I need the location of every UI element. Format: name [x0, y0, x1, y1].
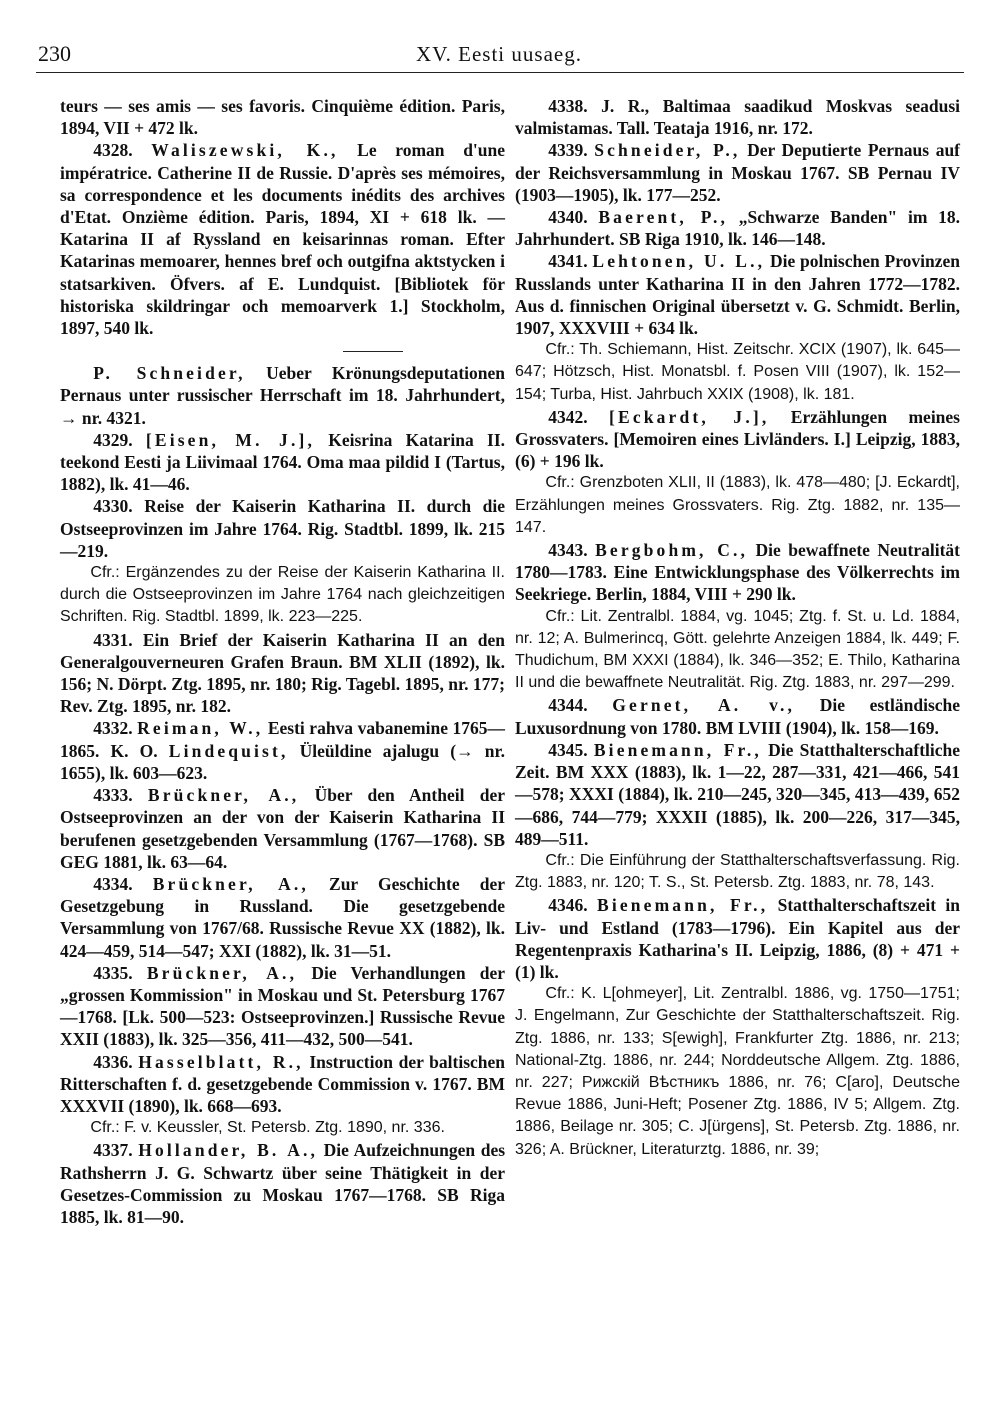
entry-4332 [60, 717, 505, 784]
entry-number: 4342. [548, 406, 588, 427]
entry-4343-cfr: Cfr.: Lit. Zentralbl. 1884, vg. 1045; Ztg. f. St. u. Ld. 1884, nr. 12; A. Bulmerincq, Gött. gelehrte Anzeigen 1884, lk. 449; F. Thudichum, BM XXXI (1884), lk. 346—352; E. Thilo, Katharina II und die bewaffnete Neutralität. Rig. Ztg. 1883, nr. 297—299. [515, 607, 960, 692]
entry-author: [Eisen, M. J.], [145, 429, 315, 450]
running-title: XV. Eesti uusaeg. [416, 42, 582, 66]
entry-text: Reise der Kaiserin Katharina II. durch die Ostseeprovinzen im Jahre 1764. Rig. Stadtbl. 1899, lk. 215—219. [60, 496, 506, 561]
entry-author: Baerent, P., [598, 207, 729, 228]
entry-number: 4343. [548, 540, 588, 561]
entry-text: Le roman d'une impératrice. Catherine II de Russie. D'après ses mémoires, sa correspondence et les documents inédits des archives d'Etat. Onzième édition. Paris, 1894, XI + 618 lk. — Katarina II af Ryssland en keisarinnas roman. Efter Katarinas memoarer, hennes bref och outgifna aktstycken i statsarkiven. Öfvers. af E. Lundquist. [Bibliotek för historiska skildringar och memoarverk 1.] Stockholm, 1897, 540 lk. [60, 140, 506, 339]
header-rule [36, 72, 964, 73]
entry-4338 [515, 95, 960, 139]
entry-4336-cfr: Cfr.: F. v. Keussler, St. Petersb. Ztg. 1890, nr. 336. [90, 1119, 445, 1137]
entry-author: Schneider, P., [594, 140, 741, 161]
entry-4345-cfr: Cfr.: Die Einführung der Statthalterschaftsverfassung. Rig. Ztg. 1883, nr. 120; T. S., St. Petersb. Ztg. 1883, nr. 78, 143. [515, 851, 960, 892]
entry-4342-cfr: Cfr.: Grenzboten XLII, II (1883), lk. 478—480; [J. Eckardt], Erzählungen meines Grossvaters. Rig. Ztg. 1882, nr. 135—147. [515, 474, 960, 536]
entry-4329 [60, 429, 505, 496]
entry-author: Gernet, A. v., [612, 695, 796, 716]
entry-4330 [60, 495, 505, 562]
entry-text: Die polnischen Provinzen Russlands unter Katharina II in den Jahren 1772—1782. Aus d. finnischen Original übersetzt v. G. Schmidt. Berlin, 1907, XXXVIII + 634 lk. [515, 251, 961, 339]
entry-number: 4340. [548, 207, 588, 228]
entry-text: „Schwarze Banden" im 18. Jahrhundert. SB Riga 1910, lk. 146—148. [515, 207, 961, 250]
entry-4328 [60, 139, 505, 339]
entry-4341-cfr: Cfr.: Th. Schiemann, Hist. Zeitschr. XCIX (1907), lk. 645—647; Hötzsch, Hist. Monatsbl. f. Posen VIII (1907), lk. 152—154; Turba, Hist. Jahrbuch XXIX (1908), lk. 181. [515, 341, 960, 403]
entry-text: Die estländische Luxusordnung von 1780. BM LVIII (1904), lk. 158—169. [515, 695, 961, 738]
right-column [515, 95, 960, 1161]
page-header [38, 40, 960, 72]
entry-number: 4335. [93, 962, 133, 983]
entry-text: Zur Geschichte der Gesetzgebung in Russland. Die gesetzgebende Versammlung von 1767/68. Russische Revue XX (1882), lk. 424—459, 514—547; XXI (1882), lk. 31—51. [60, 873, 506, 961]
entry-4339 [515, 139, 960, 206]
entry-text: Die Aufzeichnungen des Rathsherrn J. G. Schwartz über seine Thätigkeit in der Gesetzes-Commission zu Moskau 1767—1768. SB Riga 1885, lk. 81—90. [60, 1140, 506, 1227]
entry-4342 [515, 406, 960, 473]
entry-number: 4337. [93, 1140, 133, 1161]
entry-author: Bienemann, Fr., [593, 739, 762, 760]
entry-text: J. R., Baltimaa saadikud Moskvas seadusi valmistamas. Tall. Teataja 1916, nr. 172. [515, 96, 961, 139]
entry-author: Lehtonen, U. L., [592, 251, 766, 272]
entry-number: 4346. [548, 895, 588, 916]
entry-author: Brückner, A., [146, 962, 298, 983]
entry-cross-reference [60, 362, 505, 429]
entry-author: Waliszewski, K., [151, 140, 339, 161]
entry-4335 [60, 962, 505, 1051]
entry-4344 [515, 694, 960, 738]
entry-text: Eesti rahva vabanemine 1765—1865. K. O. [60, 718, 506, 761]
entry-text: Die Verhandlungen der „grossen Kommission" in Moskau und St. Petersburg 1767—1768. [Lk. 500—523: Ostseeprovinzen.] Russische Revue XXII (1883), lk. 325—356, 411—432, 500—541. [60, 962, 506, 1050]
section-separator [343, 351, 403, 352]
entry-4331 [60, 629, 505, 718]
entry-text: Erzählungen meines Grossvaters. [Memoiren eines Livländers. I.] Leipzig, 1883, (6) + 196 lk. [515, 406, 960, 472]
entry-author: Hollander, B. A., [138, 1140, 319, 1161]
entry-text: Ueber Krönungsdeputationen Pernaus unter russischer Herrschaft im 18. Jahrhundert, → nr. 4321. [60, 363, 505, 428]
entry-number: 4331. [93, 629, 133, 650]
entry-4340 [515, 206, 960, 250]
entry-4343 [515, 539, 960, 606]
entry-text: Instruction der baltischen Ritterschaften f. d. gesetzgebende Commission v. 1767. BM XXXVII (1890), lk. 668—693. [60, 1051, 506, 1116]
entry-author: Lindequist, [168, 740, 289, 761]
entry-4345 [515, 739, 960, 850]
entry-text: Die bewaffnete Neutralität 1780—1783. Eine Entwicklungsphase des Völkerrechts im Seekriege. Berlin, 1884, VIII + 290 lk. [515, 540, 961, 605]
entry-text: Üleüldine ajalugu (→ nr. 1655), lk. 603—623. [60, 740, 506, 783]
entry-author: P. Schneider, [93, 363, 246, 384]
entry-text: Keisrina Katarina II. teekond Eesti ja Liivimaal 1764. Oma maa pildid I (Tartus, 1882), lk. 41—46. [60, 429, 506, 495]
entry-number: 4329. [93, 429, 133, 450]
entry-number: 4332. [93, 718, 133, 739]
entry-4330-cfr: Cfr.: Ergänzendes zu der Reise der Kaiserin Katharina II. durch die Ostseeprovinzen im Jahre 1764 nach gleichzeitigen Schriften. Rig. Stadtbl. 1899, lk. 223—225. [60, 564, 505, 626]
left-column [60, 95, 505, 1228]
entry-number: 4344. [548, 695, 588, 716]
entry-author: Hasselblatt, R., [138, 1051, 304, 1072]
entry-4333 [60, 784, 505, 873]
entry-4346 [515, 894, 960, 983]
entry-text: Statthalterschaftszeit in Liv- und Estland (1783—1796). Ein Kapitel aus der Regentenpraxis Katharina's II. Leipzig, 1886, (8) + 471 + (1) lk. [515, 895, 961, 982]
entry-text: Ein Brief der Kaiserin Katharina II an den Generalgouverneuren Grafen Braun. BM XLII (1892), lk. 156; N. Dörpt. Ztg. 1895, nr. 180; Rig. Tagebl. 1895, nr. 177; Rev. Ztg. 1895, nr. 182. [60, 629, 505, 717]
entry-author: Brückner, A., [152, 873, 309, 894]
entry-4346-cfr: Cfr.: K. L[ohmeyer], Lit. Zentralbl. 1886, vg. 1750—1751; J. Engelmann, Zur Geschichte der Statthalterschaftszeit. Rig. Ztg. 1886, nr. 133; S[ewigh], Frankfurter Ztg. 1886, nr. 213; National-Ztg. 1886, nr. 244; Norddeutsche Allgem. Ztg. 1886, nr. 227; Рижскій Вѣстникъ 1886, nr. 76; C[aro], Deutsche Revue 1886, Juni-Heft; Posener Ztg. 1886, IV 5; Allgem. Ztg. 1886, Beilage nr. 305; C. J[ürgens], St. Petersb. Ztg. 1886, nr. 326; A. Brückner, Literaturztg. 1886, nr. 39; [515, 985, 960, 1158]
entry-number: 4336. [93, 1051, 133, 1072]
entry-number: 4333. [93, 785, 133, 806]
entry-text: Der Deputierte Pernaus auf der Reichsversammlung in Moskau 1767. SB Pernau IV (1903—1905), lk. 177—252. [515, 140, 961, 205]
entry-4334 [60, 873, 505, 962]
page-number: 230 [38, 41, 71, 66]
entry-number: 4338. [548, 96, 588, 116]
entry-text: Über den Antheil der Ostseeprovinzen an der von der Kaiserin Katharina II berufenen gesetzgebenden Versammlung (1767—1768). SB GEG 1881, lk. 63—64. [60, 785, 506, 872]
entry-author: [Eckardt, J.], [609, 406, 770, 427]
entry-text: Die Statthalterschaftliche Zeit. BM XXX (1883), lk. 1—22, 287—331, 421—466, 541—578; XXXI (1884), lk. 210—245, 320—345, 413—439, 652—686, 744—779; XXXII (1885), lk. 200—226, 317—345, 489—511. [515, 739, 961, 849]
entry-author: Bienemann, Fr., [597, 895, 769, 916]
entry-author: Brückner, A., [147, 785, 300, 806]
entry-number: 4339. [548, 140, 588, 161]
entry-number: 4330. [93, 496, 133, 517]
entry-author: Bergbohm, C., [595, 540, 749, 561]
entry-number: 4341. [548, 251, 588, 272]
entry-4341 [515, 250, 960, 339]
entry-number: 4345. [548, 739, 588, 760]
entry-4336 [60, 1051, 505, 1118]
entry-author: Reiman, W., [137, 718, 264, 739]
entry-number: 4328. [93, 140, 133, 161]
entry-4337 [60, 1139, 505, 1228]
entry-4327-continuation: teurs — ses amis — ses favoris. Cinquième édition. Paris, 1894, VII + 472 lk. [60, 96, 505, 139]
entry-number: 4334. [93, 873, 133, 894]
